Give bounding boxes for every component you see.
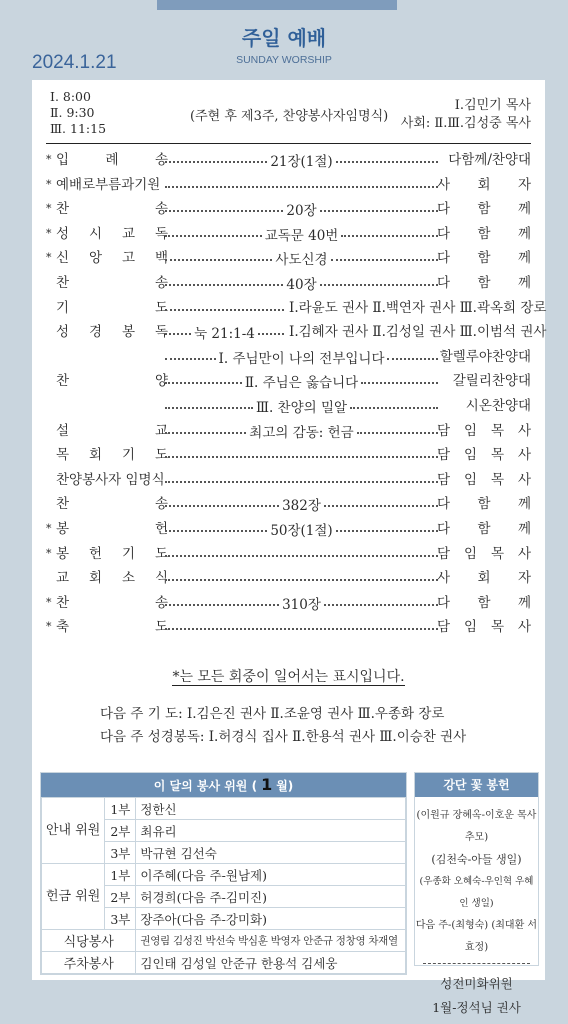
dot-leader (324, 505, 438, 507)
dot-leader (361, 382, 438, 384)
order-item-label: 목 회 기 도 (56, 447, 168, 464)
order-item (46, 371, 531, 391)
dot-leader (165, 284, 283, 286)
part-cell: 3부 (105, 842, 136, 864)
dot-leader (336, 161, 438, 163)
standing-mark: * (46, 226, 52, 240)
order-item-detail: 최고의 감동: 헌금 (249, 424, 354, 441)
name-cell: 이주혜(다음 주-원남제) (136, 864, 406, 886)
order-item-detail: Ⅲ. 찬양의 밀알 (255, 400, 348, 416)
order-item-person: 다 함 께 (437, 594, 531, 611)
order-item-person: 사 회 자 (437, 570, 531, 587)
order-item-person: 시온찬양대 (465, 398, 531, 414)
service-times (50, 89, 106, 137)
order-item-leader (162, 298, 287, 318)
order-item-label: 찬양봉사자 임명식 (56, 471, 165, 488)
order-item (46, 421, 531, 441)
order-item-leader (162, 519, 441, 539)
dot-leader (165, 333, 191, 335)
table-row (42, 952, 406, 974)
order-item-person: 갈릴리찬양대 (452, 373, 531, 390)
name-cell: 최유리 (136, 820, 406, 842)
dot-leader (331, 259, 438, 261)
service-time: Ⅱ. 9:30 (50, 105, 95, 120)
order-item-person: 담 임 목 사 (437, 471, 531, 488)
order-item-detail: 310장 (282, 596, 321, 613)
standing-mark: * (46, 595, 52, 609)
monthly-service-box (40, 772, 407, 975)
dot-leader (165, 579, 438, 581)
order-item (46, 150, 531, 170)
standing-mark: * (46, 202, 52, 216)
dot-leader (165, 407, 253, 409)
order-item-person: 담 임 목 사 (437, 545, 531, 562)
order-item-leader (162, 396, 441, 416)
dot-leader (165, 505, 279, 507)
order-item-detail: Ⅰ. 주님만이 나의 전부입니다 (218, 350, 385, 367)
order-item-person: 할렐루야찬양대 (439, 348, 531, 365)
dot-leader (165, 456, 438, 458)
next-week-prayer (100, 702, 444, 722)
dot-leader (165, 555, 438, 557)
order-item (46, 347, 531, 367)
dot-leader (165, 309, 284, 311)
flower-box-header: 강단 꽃 봉헌 (415, 773, 538, 797)
standing-note: *는 모든 회중이 일어서는 표시입니다. (172, 669, 405, 685)
dot-leader (320, 210, 438, 212)
order-item-leader (162, 322, 287, 342)
officiant-line: 사회: Ⅱ.Ⅲ.김성중 목사 (400, 116, 531, 131)
order-item-detail: 21장(1절) (270, 154, 333, 170)
next-week-names: Ⅰ.허경식 집사 Ⅱ.한용석 권사 Ⅲ.이승찬 권사 (208, 729, 467, 745)
next-week-reading (100, 725, 466, 745)
order-item-label: 찬 송 (56, 594, 168, 611)
order-item-leader (162, 224, 441, 244)
next-week-label: 다음 주 성경봉독: (100, 729, 205, 745)
order-item-leader (162, 175, 441, 195)
order-item-label: 봉 헌 (56, 521, 168, 537)
order-item-label: 기 도 (56, 299, 168, 316)
dot-leader (350, 407, 438, 409)
order-item-leader (162, 199, 441, 219)
order-item (46, 273, 531, 293)
order-item-leader (162, 421, 441, 441)
order-item (46, 544, 531, 564)
order-item-detail: 사도신경 (275, 252, 328, 269)
name-cell: 장주아(다음 주-강미화) (136, 908, 406, 930)
dot-leader (165, 481, 438, 483)
divider (423, 963, 530, 964)
order-item (46, 248, 531, 268)
service-month: 1 (261, 775, 273, 794)
dot-leader (357, 432, 438, 434)
part-cell: 2부 (105, 820, 136, 842)
dot-leader (324, 604, 438, 606)
order-item-person: 다 함 께 (437, 521, 531, 537)
order-item-label: 찬 양 (56, 373, 168, 390)
flower-line: (김천숙-아들 생일) (431, 853, 522, 866)
order-item-person: 사 회 자 (437, 176, 531, 193)
officiant-line: Ⅰ.김민기 목사 (454, 98, 531, 113)
standing-mark: * (46, 522, 52, 535)
service-time: Ⅰ. 8:00 (50, 89, 91, 104)
order-item-person: 담 임 목 사 (437, 447, 531, 464)
standing-mark: * (46, 153, 52, 166)
offering-label: 헌금 위원 (42, 864, 105, 930)
flower-line: (이원규 장혜옥-이호운 목사 추모) (416, 810, 537, 843)
order-item-leader (162, 617, 441, 637)
officiants (401, 97, 531, 133)
page-subtitle: SUNDAY WORSHIP (236, 54, 332, 66)
standing-mark: * (46, 546, 52, 560)
order-item-label: 설 교 (56, 422, 168, 439)
table-row (42, 798, 406, 820)
order-item-person: 다 함 께 (437, 275, 531, 291)
flower-line: (우종화 오혜숙-우인혁 우혜인 생일) (419, 876, 534, 909)
dining-label: 식당봉사 (42, 930, 136, 952)
order-item (46, 298, 547, 318)
order-item-leader (162, 371, 441, 391)
dot-leader (165, 161, 267, 163)
order-item-person: 담 임 목 사 (437, 422, 531, 439)
standing-mark: * (46, 620, 52, 634)
parking-names: 김인태 김성일 안준규 한용석 김세웅 (136, 952, 406, 974)
order-item-label: 예배로부름과기원 (56, 176, 161, 193)
service-time: Ⅲ. 11:15 (50, 121, 107, 136)
service-table (41, 797, 406, 974)
order-item-person: Ⅰ.김혜자 권사 Ⅱ.김성일 권사 Ⅲ.이범석 권사 (289, 324, 547, 341)
next-week-label: 다음 주 기 도: (100, 706, 183, 722)
order-item-detail: 382장 (282, 498, 321, 515)
order-item-person: 담 임 목 사 (437, 619, 531, 636)
order-item (46, 568, 531, 588)
parking-label: 주차봉사 (42, 952, 136, 974)
next-week-names: Ⅰ.김은진 권사 Ⅱ.조윤영 권사 Ⅲ.우종화 장로 (186, 706, 445, 722)
order-item-label: 신 앙 고 백 (56, 250, 168, 267)
order-item-label: 찬 송 (56, 496, 168, 513)
flower-line: 다음 주-(최형숙) (최대환 서효정) (415, 920, 538, 953)
service-date: 2024.1.21 (32, 52, 117, 73)
order-item-label: 봉 헌 기 도 (56, 545, 168, 562)
top-accent-bar (157, 0, 397, 10)
table-row (42, 864, 406, 886)
order-item-detail: 20장 (286, 203, 317, 220)
part-cell: 1부 (105, 864, 136, 886)
committee-title: 성전미화위원 (440, 976, 513, 991)
part-cell: 1부 (105, 798, 136, 820)
dot-leader (165, 210, 283, 212)
order-item-leader (162, 568, 441, 588)
order-item (46, 199, 531, 219)
order-item-label: 성 경 봉 독 (56, 324, 168, 341)
dot-leader (165, 628, 438, 630)
table-row (42, 930, 406, 952)
order-item-label: 입 례 송 (56, 152, 168, 168)
service-occasion: (주현 후 제3주, 찬양봉사자임명식) (190, 109, 389, 124)
dot-leader (165, 604, 279, 606)
divider (46, 143, 531, 144)
order-item-leader (162, 494, 441, 514)
bulletin-panel (32, 80, 547, 1015)
dot-leader (320, 284, 438, 286)
dot-leader (258, 333, 284, 335)
order-item-label: 성 시 교 독 (56, 225, 168, 242)
order-item-leader (162, 248, 441, 268)
dining-names: 권영림 김성진 박선숙 박심훈 박영자 안준규 정창영 차재열 (136, 930, 406, 952)
service-box-header: 이 달의 봉사 위원 ( 1 월) (41, 773, 406, 797)
order-item-person: Ⅰ.라윤도 권사 Ⅱ.백연자 권사 Ⅲ.곽옥희 장로 (289, 299, 547, 316)
order-item-person: 다함께/찬양대 (448, 152, 531, 168)
standing-mark: * (46, 177, 52, 191)
order-item-person: 다 함 께 (437, 250, 531, 267)
order-item-leader (162, 593, 441, 613)
order-item-label: 찬 송 (56, 275, 168, 291)
order-item-leader (162, 150, 441, 170)
name-cell: 정한신 (136, 798, 406, 820)
order-item (46, 617, 531, 637)
flower-list (415, 797, 538, 1020)
part-cell: 2부 (105, 886, 136, 908)
order-item (46, 175, 531, 195)
order-item (46, 396, 531, 416)
order-item-person: 다 함 께 (437, 225, 531, 242)
order-item-label: 축 도 (56, 619, 168, 636)
order-item-leader (162, 470, 441, 490)
order-item (46, 224, 531, 244)
committee-member: 1월-정석님 권사 (432, 1000, 521, 1015)
dot-leader (165, 432, 246, 434)
dot-leader (165, 530, 267, 532)
part-cell: 3부 (105, 908, 136, 930)
order-item-detail: 40장 (286, 277, 317, 293)
order-item-label: 찬 송 (56, 201, 168, 218)
order-item-detail: 눅 21:1-4 (194, 326, 255, 343)
page-title: 주일 예배 (241, 26, 327, 50)
dot-leader (387, 358, 438, 360)
ushers-label: 안내 위원 (42, 798, 105, 864)
order-item-detail: 교독문 40번 (264, 227, 339, 244)
order-item (46, 322, 547, 343)
altar-flower-box (414, 772, 539, 1015)
dot-leader (165, 259, 272, 261)
dot-leader (341, 235, 438, 237)
order-item-detail: 50장(1절) (270, 523, 333, 539)
order-item-person: 다 함 께 (437, 201, 531, 218)
dot-leader (165, 186, 438, 188)
order-item (46, 445, 531, 465)
dot-leader (165, 358, 216, 360)
standing-mark: * (46, 251, 52, 265)
dot-leader (165, 382, 242, 384)
order-item-detail: Ⅱ. 주님은 옳습니다 (244, 375, 359, 392)
name-cell: 박규현 김선숙 (136, 842, 406, 864)
dot-leader (165, 235, 262, 237)
order-item (46, 494, 531, 514)
order-item-label: 교 회 소 식 (56, 570, 168, 587)
order-item (46, 519, 531, 539)
order-item (46, 470, 531, 490)
order-item-leader (162, 445, 441, 465)
order-item-person: 다 함 께 (437, 496, 531, 513)
order-item-leader (162, 347, 441, 367)
name-cell: 허경희(다음 주-김미진) (136, 886, 406, 908)
dot-leader (336, 530, 438, 532)
order-item-leader (162, 544, 441, 564)
order-item (46, 593, 531, 613)
order-item-leader (162, 273, 441, 293)
